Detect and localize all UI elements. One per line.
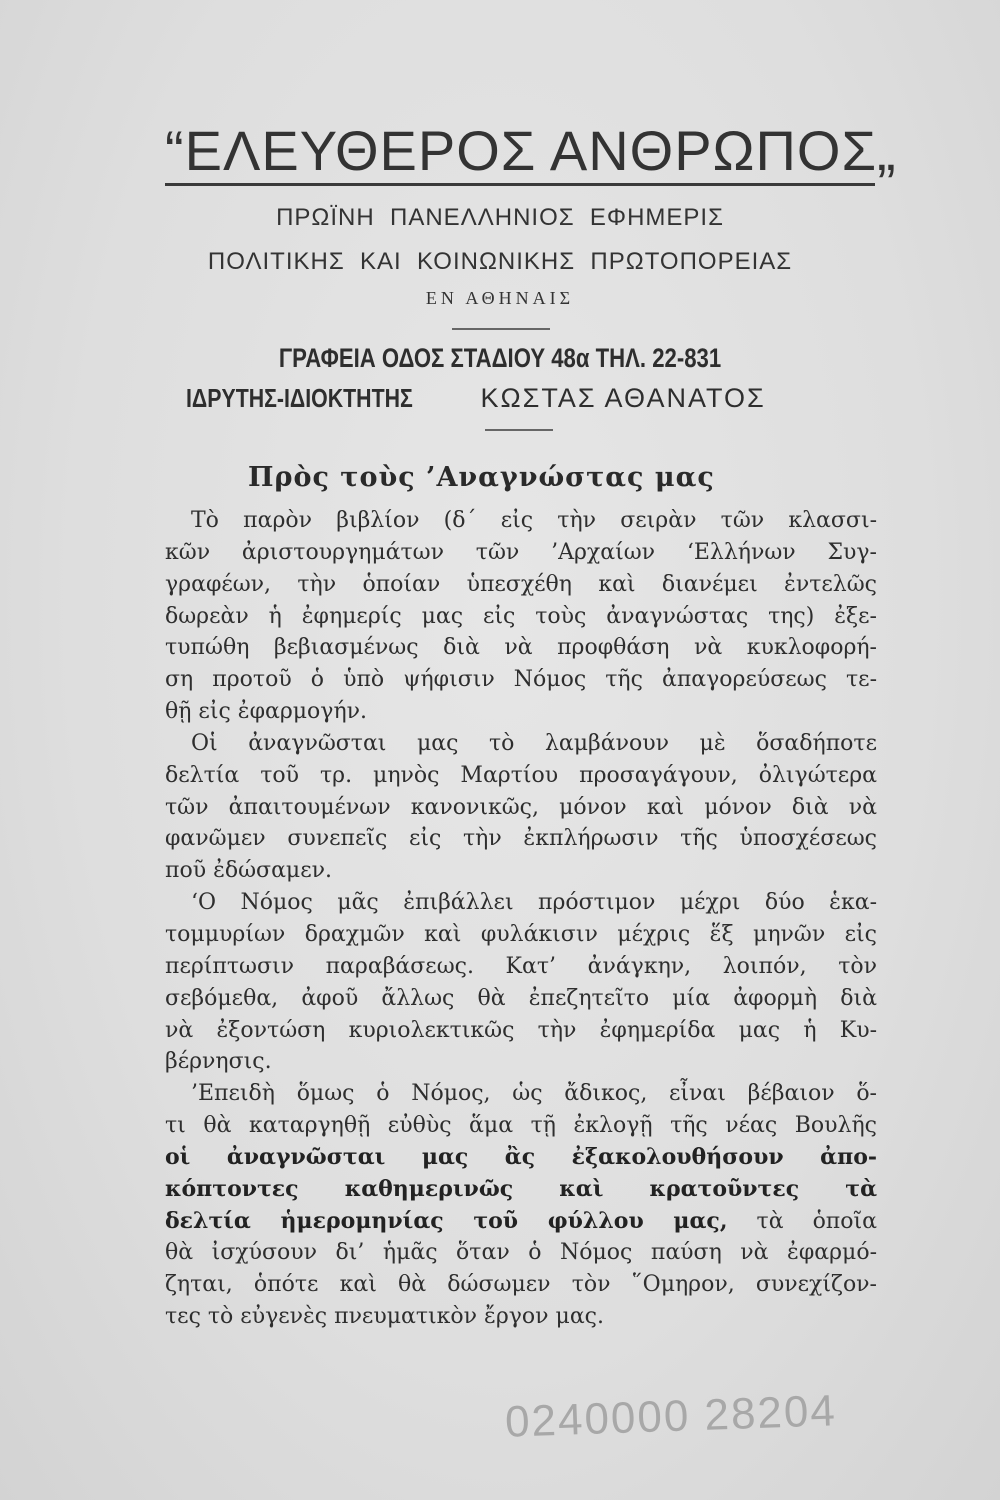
plain-text: τὰ ὁποῖα [727,1208,877,1234]
bold-text: κόπτοντες καθημερινῶς καὶ κρατοῦντες τὰ [165,1175,877,1202]
text-line: θὰ ἰσχύσουν δι’ ἡμᾶς ὅταν ὁ Νόμος παύση νὰ ἐφαρμό- [165,1240,877,1266]
divider [485,429,553,431]
subtitle-line-1: ΠΡΩΪΝΗ ΠΑΝΕΛΛΗΝΙΟΣ ΕΦΗΜΕΡΙΣ [276,204,724,231]
bold-text: δελτία ἡμερομηνίας τοῦ φύλλου μας, [165,1207,728,1234]
text-line [165,1174,877,1206]
text-line: θῇ εἰς ἐφαρμογήν. [165,699,367,725]
text-line: σεβόμεθα, ἀφοῦ ἄλλως θὰ ἐπεζητεῖτο μία ἀφορμὴ διὰ [165,985,877,1011]
body-text [165,505,877,1333]
section-heading: Πρὸς τοὺς ’Αναγνώστας μας [248,462,715,493]
text-line: βέρνησις. [165,1049,272,1075]
text-line: ποῦ ἐδώσαμεν. [165,858,332,884]
text-line: δελτία τοῦ τρ. μηνὸς Μαρτίου προσαγάγουν, ὀλιγώτερα [165,762,877,788]
text-line: κῶν ἀριστουργημάτων τῶν ’Αρχαίων ‘Ελλήνων Συγ- [165,539,877,565]
text-line: φανῶμεν συνεπεῖς εἰς τὴν ἐκπλήρωσιν τῆς ὑποσχέσεως [165,826,877,852]
text-line: τι θὰ καταργηθῇ εὐθὺς ἅμα τῇ ἐκλογῇ τῆς νέας Βουλῆς [165,1113,877,1139]
text-line: Τὸ παρὸν βιβλίον (δ΄ εἰς τὴν σειρὰν τῶν κλασσι- [191,508,877,533]
title-underline [165,183,875,186]
founder-line [186,383,826,414]
text-line: ‘Ο Νόμος μᾶς ἐπιβάλλει πρόστιμον μέχρι δύο ἑκα- [191,890,877,916]
subtitle-line-3: ΕΝ ΑΘΗΝΑΙΣ [425,288,575,308]
text-line: νὰ ἐξοντώση κυριολεκτικῶς τὴν ἐφημερίδα μας ἡ Κυ- [165,1017,877,1043]
text-line: ζηται, ὁπότε καὶ θὰ δώσωμεν τὸν ῞Ομηρον, συνεχίζον- [165,1272,877,1298]
text-line: τυπώθη βεβιασμένως διὰ νὰ προφθάση νὰ κυκλοφορή- [165,635,877,661]
text-line: ση προτοῦ ὁ ὑπὸ ψήφισιν Νόμος τῆς ἀπαγορεύσεως τε- [165,667,877,693]
office-address: ΓΡΑΦΕΙΑ ΟΔΟΣ ΣΤΑΔΙΟΥ 48α ΤΗΛ. 22-831 [278,343,722,373]
text-line: τες τὸ εὐγενὲς πνευματικὸν ἔργον μας. [165,1304,604,1330]
text-line [165,1142,877,1174]
accession-number-stamp: 0240000 28204 [504,1386,838,1447]
bold-text: οἱ ἀναγνῶσται μας ἂς ἐξακολουθήσουν ἀπο- [165,1143,877,1170]
text-line: Οἱ ἀναγνῶσται μας τὸ λαμβάνουν μὲ ὅσαδήποτε [191,730,877,756]
text-line: τῶν ἀπαιτουμένων κανονικῶς, μόνον καὶ μόνον διὰ νὰ [165,794,877,820]
text-line: ’Επειδὴ ὅμως ὁ Νόμος, ὡς ἄδικος, εἶναι βέβαιον ὅ- [191,1081,877,1107]
text-line: γραφέων, τὴν ὁποίαν ὑπεσχέθη καὶ διανέμει ἐντελῶς [165,571,877,597]
text-line: δωρεὰν ἡ ἐφημερίς μας εἰς τοὺς ἀναγνώστας της) ἐξε- [165,603,877,629]
divider [452,328,550,330]
founder-name: ΚΩΣΤΑΣ ΑΘΑΝΑΤΟΣ [480,383,766,413]
text-line [165,1206,877,1238]
subtitle-line-2: ΠΟΛΙΤΙΚΗΣ ΚΑΙ ΚΟΙΝΩΝΙΚΗΣ ΠΡΩΤΟΠΟΡΕΙΑΣ [207,248,793,275]
newspaper-title: “ΕΛΕΥΘΕΡΟΣ ΑΝΘΡΩΠΟΣ„ [165,119,897,182]
founder-label: ΙΔΡΥΤΗΣ-ΙΔΙΟΚΤΗΤΗΣ [186,383,413,413]
text-line: τομμυρίων δραχμῶν καὶ φυλάκισιν μέχρις ἕξ μηνῶν εἰς [165,921,877,947]
text-line: περίπτωσιν παραβάσεως. Κατ’ ἀνάγκην, λοιπόν, τὸν [165,953,877,979]
